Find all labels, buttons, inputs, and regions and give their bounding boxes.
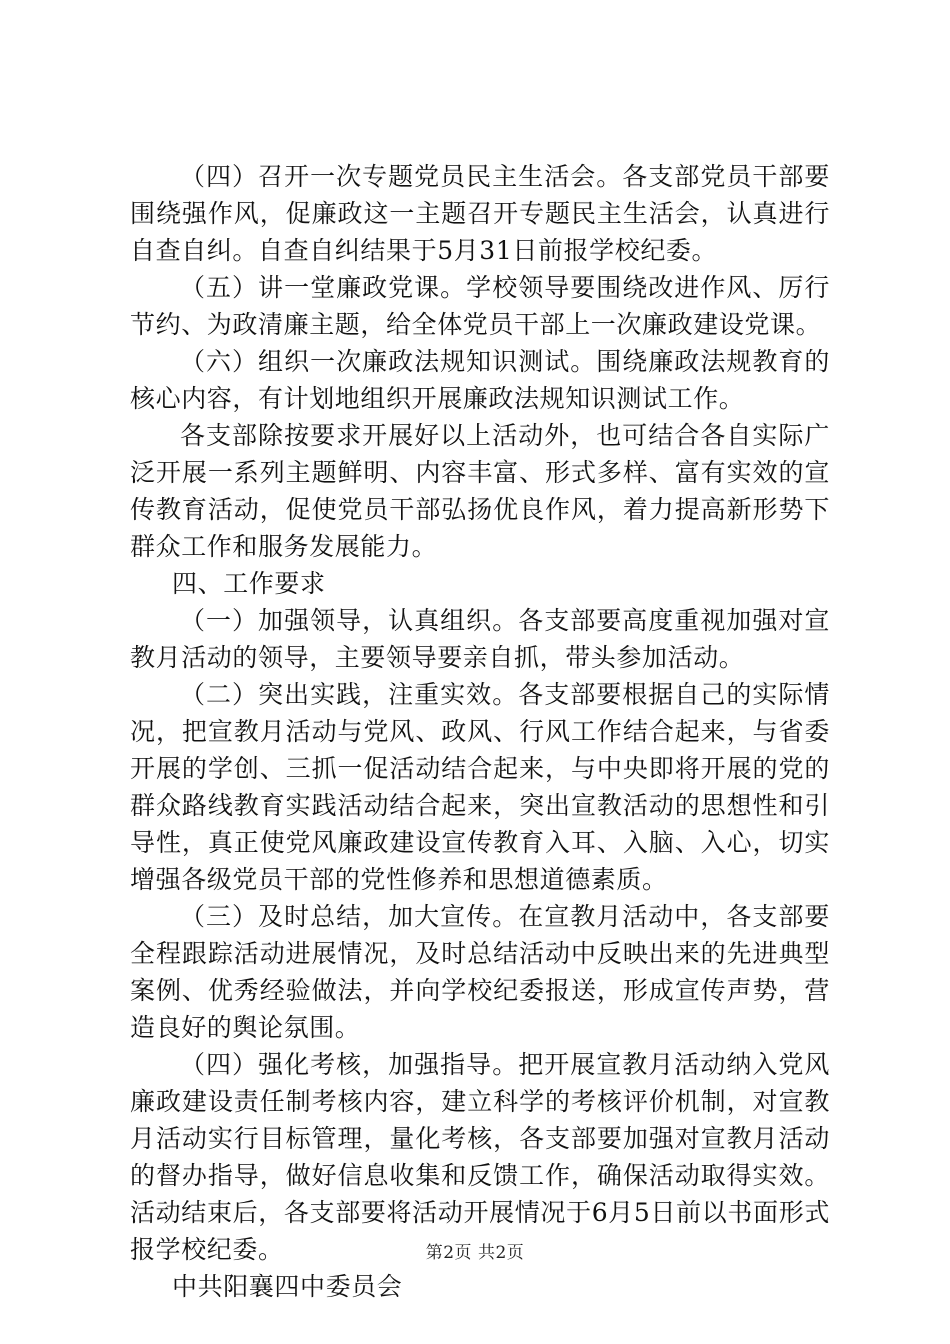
paragraph-summary: （三）及时总结，加大宣传。在宣教月活动中，各支部要全程跟踪活动进展情况，及时总结活动中反映出来的先进典型案例、优秀经验做法，并向学校纪委报送，形成宣传声势，营造良好的舆论氛围。 [130,902,830,1042]
paragraph-lecture: （五）讲一堂廉政党课。学校领导要围绕改进作风、厉行节约、为政清廉主题，给全体党员干部上一次廉政建设党课。 [130,273,830,339]
paragraph-meeting: （四）召开一次专题党员民主生活会。各支部党员干部要围绕强作风，促廉政这一主题召开专题民主生活会，认真进行自查自纠。自查自纠结果于5月31日前报学校纪委。 [130,162,830,265]
paragraph-practice: （二）突出实践，注重实效。各支部要根据自己的实际情况，把宣教月活动与党风、政风、行风工作结合起来，与省委开展的学创、三抓一促活动结合起来，与中央即将开展的党的群众路线教育实践活动结合起来，突出宣教活动的思想性和引导性，真正使党风廉政建设宣传教育入耳、入脑、入心，切实增强各级党员干部的党性修养和思想道德素质。 [130,680,830,894]
page-number-footer: 第2页 共2页 [425,1243,525,1263]
signature-organization: 中共阳襄四中委员会 [172,1272,403,1301]
paragraph-other-activities: 各支部除按要求开展好以上活动外，也可结合各自实际广泛开展一系列主题鲜明、内容丰富、形式多样、富有实效的宣传教育活动，促使党员干部弘扬优良作风，着力提高新形势下群众工作和服务发展能力。 [130,421,830,561]
paragraph-assessment: （四）强化考核，加强指导。把开展宣教月活动纳入党风廉政建设责任制考核内容，建立科学的考核评价机制，对宣教月活动实行目标管理，量化考核，各支部要加强对宣教月活动的督办指导，做好信息收集和反馈工作，确保活动取得实效。活动结束后，各支部要将活动开展情况于6月5日前以书面形式报学校纪委。 [130,1050,830,1264]
section-heading-requirements: 四、工作要求 [172,569,326,598]
paragraph-test: （六）组织一次廉政法规知识测试。围绕廉政法规教育的核心内容，有计划地组织开展廉政法规知识测试工作。 [130,347,830,413]
paragraph-leadership: （一）加强领导，认真组织。各支部要高度重视加强对宣教月活动的领导，主要领导要亲自抓，带头参加活动。 [130,606,830,672]
document-body [130,158,830,1305]
